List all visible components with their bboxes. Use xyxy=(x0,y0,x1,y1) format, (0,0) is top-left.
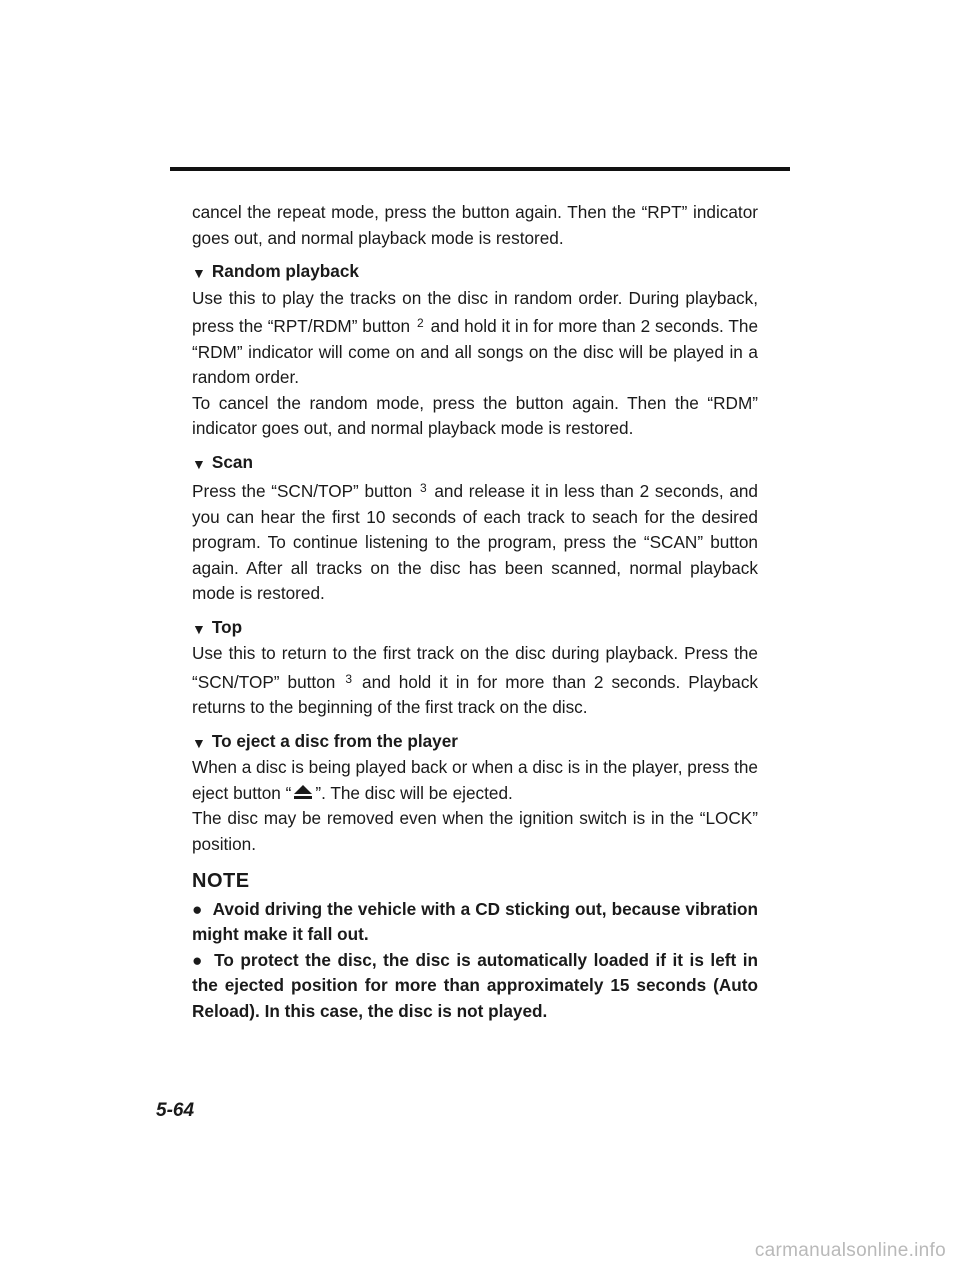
triangle-down-icon: ▼ xyxy=(192,455,206,472)
scan-heading: ▼ Scan xyxy=(192,450,758,477)
top-rule xyxy=(170,167,790,171)
page-number: 5-64 xyxy=(156,1100,195,1121)
section-random-playback xyxy=(192,259,758,442)
circled-number-3: 3 xyxy=(345,671,353,686)
intro-paragraph: cancel the repeat mode, press the button again. Then the “RPT” indicator goes out, and normal playback mode is restored. xyxy=(192,202,758,248)
page-content xyxy=(192,200,758,1024)
random-paragraph-1: Use this to play the tracks on the disc in random order. During playback, press the “RPT/RDM” button $^2$ and hold it in for more than 2 seconds. The “RDM” indicator will come on and all songs on the disc will be played in a random order. xyxy=(192,287,758,387)
section-eject xyxy=(192,729,758,858)
section-scan xyxy=(192,450,758,607)
bullet-icon: ● xyxy=(192,898,203,919)
eject-paragraph-1: When a disc is being played back or when a disc is in the player, press the eject button “ ”. The disc will be ejected. xyxy=(192,757,758,803)
random-heading: ▼ Random playback xyxy=(192,259,758,286)
note-item: ● Avoid driving the vehicle with a CD sticking out, because vibration might make it fall out. xyxy=(192,898,758,944)
triangle-down-icon: ▼ xyxy=(192,734,206,751)
section-top xyxy=(192,615,758,721)
eject-paragraph-2: The disc may be removed even when the ignition switch is in the “LOCK” position. xyxy=(192,808,758,854)
triangle-down-icon: ▼ xyxy=(192,265,206,281)
random-paragraph-2: To cancel the random mode, press the button again. Then the “RDM” indicator goes out, and normal playback mode is restored. xyxy=(192,392,758,438)
scan-paragraph: Press the “SCN/TOP” button $^3$ and release it in less than 2 seconds, and you can hear the first 10 seconds of each track to seach for the desired program. To continue listening to the program, press the “SCAN” button again. After all tracks on the disc has been scanned, normal playback mode is restored. xyxy=(192,481,758,603)
bullet-icon: ● xyxy=(192,949,205,970)
note-title: NOTE xyxy=(192,870,250,892)
top-paragraph: Use this to return to the first track on the disc during playback. Press the “SCN/TOP” button $^3$ and hold it in for more than 2 seconds. Playback returns to the beginning of the first track on the disc. xyxy=(192,643,759,717)
triangle-down-icon: ▼ xyxy=(192,620,206,637)
circled-number-3: 3 xyxy=(419,481,427,495)
top-heading: ▼ Top xyxy=(192,615,758,642)
eject-icon xyxy=(293,785,313,800)
watermark: carmanualsonline.info xyxy=(754,1240,946,1261)
eject-heading: ▼ To eject a disc from the player xyxy=(192,729,758,756)
circled-number-2: 2 xyxy=(417,316,424,330)
note-item: ● To protect the disc, the disc is automatically loaded if it is left in the ejected position for more than approximately 15 seconds (Auto Reload). In this case, the disc is not played. xyxy=(192,949,758,1021)
